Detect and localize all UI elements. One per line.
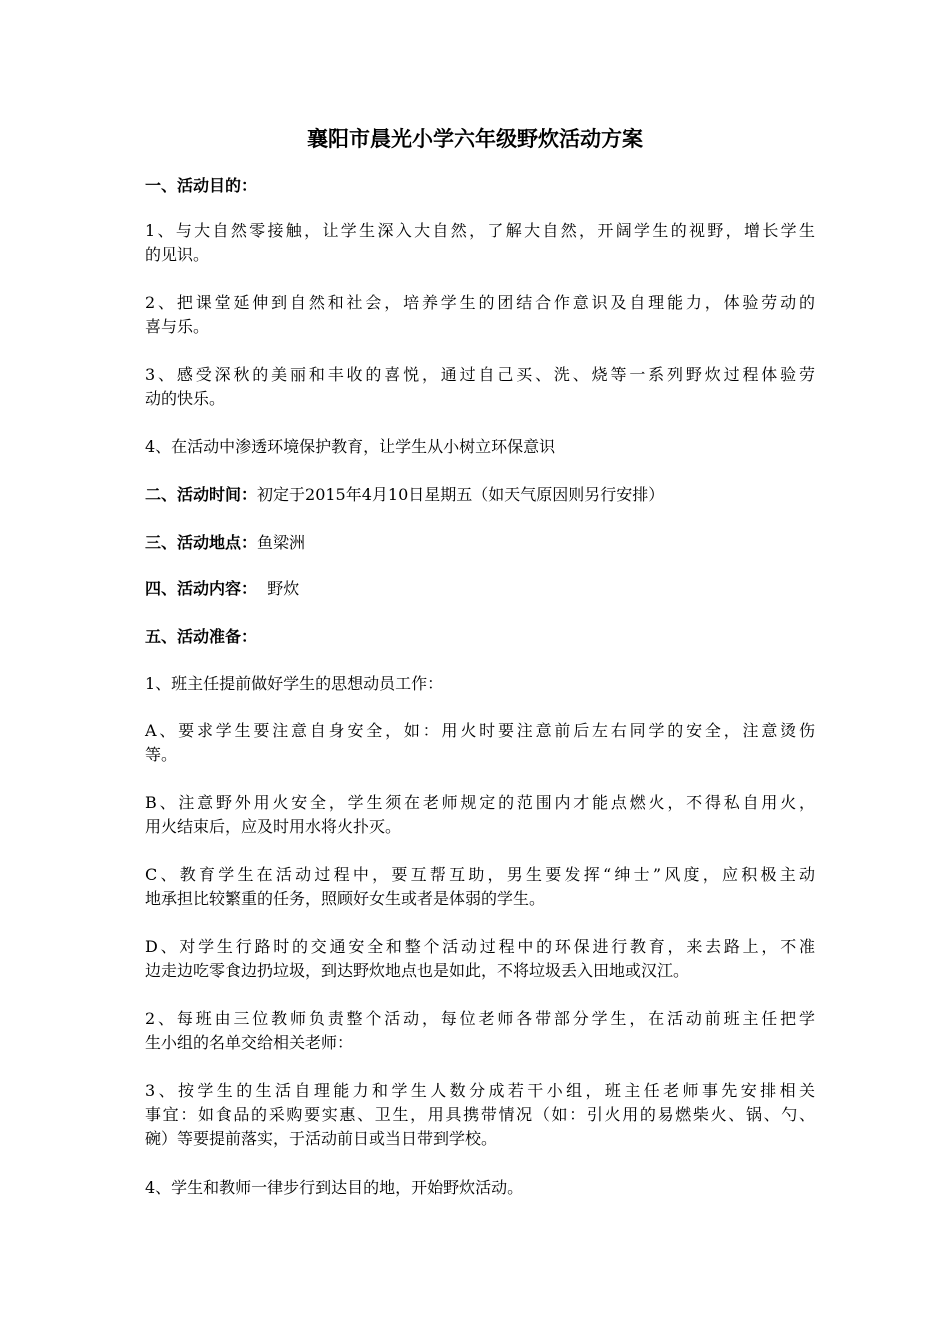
section-value: 初定于2015年4月10日星期五（如天气原因则另行安排） bbox=[257, 485, 665, 504]
section-heading-text: 一、活动目的： bbox=[145, 176, 258, 195]
section-value: 野炊 bbox=[257, 579, 300, 598]
paragraph-line: 事宜：如食品的采购要实惠、卫生，用具携带情况（如：引火用的易燃柴火、锅、勺、 bbox=[145, 1105, 815, 1124]
section-heading-text: 四、活动内容： bbox=[145, 579, 258, 598]
paragraph-line: 等。 bbox=[145, 745, 178, 764]
paragraph-line: 生小组的名单交给相关老师： bbox=[145, 1033, 354, 1052]
section-heading-purpose bbox=[145, 174, 815, 198]
paragraph-line: 1、与大自然零接触，让学生深入大自然，了解大自然，开阔学生的视野，增长学生 bbox=[145, 221, 815, 240]
section-heading-text: 五、活动准备： bbox=[145, 627, 258, 646]
purpose-item-4 bbox=[145, 435, 815, 459]
paragraph-line: C、教育学生在活动过程中，要互帮互助，男生要发挥“绅士”风度，应积极主动 bbox=[145, 865, 815, 884]
document-title: 襄阳市晨光小学六年级野炊活动方案 bbox=[307, 126, 643, 151]
paragraph-line: 用火结束后，应及时用水将火扑灭。 bbox=[145, 817, 402, 836]
paragraph-line: D、对学生行路时的交通安全和整个活动过程中的环保进行教育，来去路上，不准 bbox=[145, 937, 815, 956]
section-content bbox=[145, 577, 815, 601]
preparation-item-d bbox=[145, 935, 815, 983]
section-value: 鱼梁洲 bbox=[257, 533, 306, 552]
preparation-item-2 bbox=[145, 1007, 815, 1055]
preparation-item-c bbox=[145, 863, 815, 911]
section-heading-text: 三、活动地点： bbox=[145, 533, 258, 552]
paragraph-line: 2、每班由三位教师负责整个活动，每位老师各带部分学生，在活动前班主任把学 bbox=[145, 1009, 815, 1028]
section-heading-text: 二、活动时间： bbox=[145, 485, 258, 504]
preparation-item-a bbox=[145, 719, 815, 767]
paragraph-line: A、要求学生要注意自身安全，如：用火时要注意前后左右同学的安全，注意烫伤 bbox=[145, 721, 815, 740]
section-time bbox=[145, 483, 815, 507]
paragraph-line: 3、按学生的生活自理能力和学生人数分成若干小组，班主任老师事先安排相关 bbox=[145, 1081, 815, 1100]
paragraph-line: 地承担比较繁重的任务，照顾好女生或者是体弱的学生。 bbox=[145, 889, 546, 908]
paragraph-line: B、注意野外用火安全，学生须在老师规定的范围内才能点燃火，不得私自用火， bbox=[145, 793, 815, 812]
paragraph-line: 2、把课堂延伸到自然和社会，培养学生的团结合作意识及自理能力，体验劳动的 bbox=[145, 293, 815, 312]
paragraph-line: 动的快乐。 bbox=[145, 389, 226, 408]
paragraph-line: 3、感受深秋的美丽和丰收的喜悦，通过自己买、洗、烧等一系列野炊过程体验劳 bbox=[145, 365, 815, 384]
paragraph-line: 边走边吃零食边扔垃圾，到达野炊地点也是如此，不将垃圾丢入田地或汉江。 bbox=[145, 961, 690, 980]
paragraph-line: 4、学生和教师一律步行到达目的地，开始野炊活动。 bbox=[145, 1178, 524, 1197]
paragraph-line: 1、班主任提前做好学生的思想动员工作： bbox=[145, 674, 444, 693]
preparation-item-4 bbox=[145, 1176, 815, 1200]
paragraph-line: 4、在活动中渗透环境保护教育，让学生从小树立环保意识 bbox=[145, 437, 556, 456]
section-heading-preparation bbox=[145, 625, 815, 649]
paragraph-line: 碗）等要提前落实，于活动前日或当日带到学校。 bbox=[145, 1129, 498, 1148]
section-location bbox=[145, 531, 815, 555]
preparation-item-3 bbox=[145, 1079, 815, 1151]
preparation-item-b bbox=[145, 791, 815, 839]
purpose-item-2 bbox=[145, 291, 815, 339]
purpose-item-1 bbox=[145, 219, 815, 267]
preparation-item-1 bbox=[145, 672, 815, 696]
paragraph-line: 的见识。 bbox=[145, 245, 210, 264]
paragraph-line: 喜与乐。 bbox=[145, 317, 210, 336]
purpose-item-3 bbox=[145, 363, 815, 411]
